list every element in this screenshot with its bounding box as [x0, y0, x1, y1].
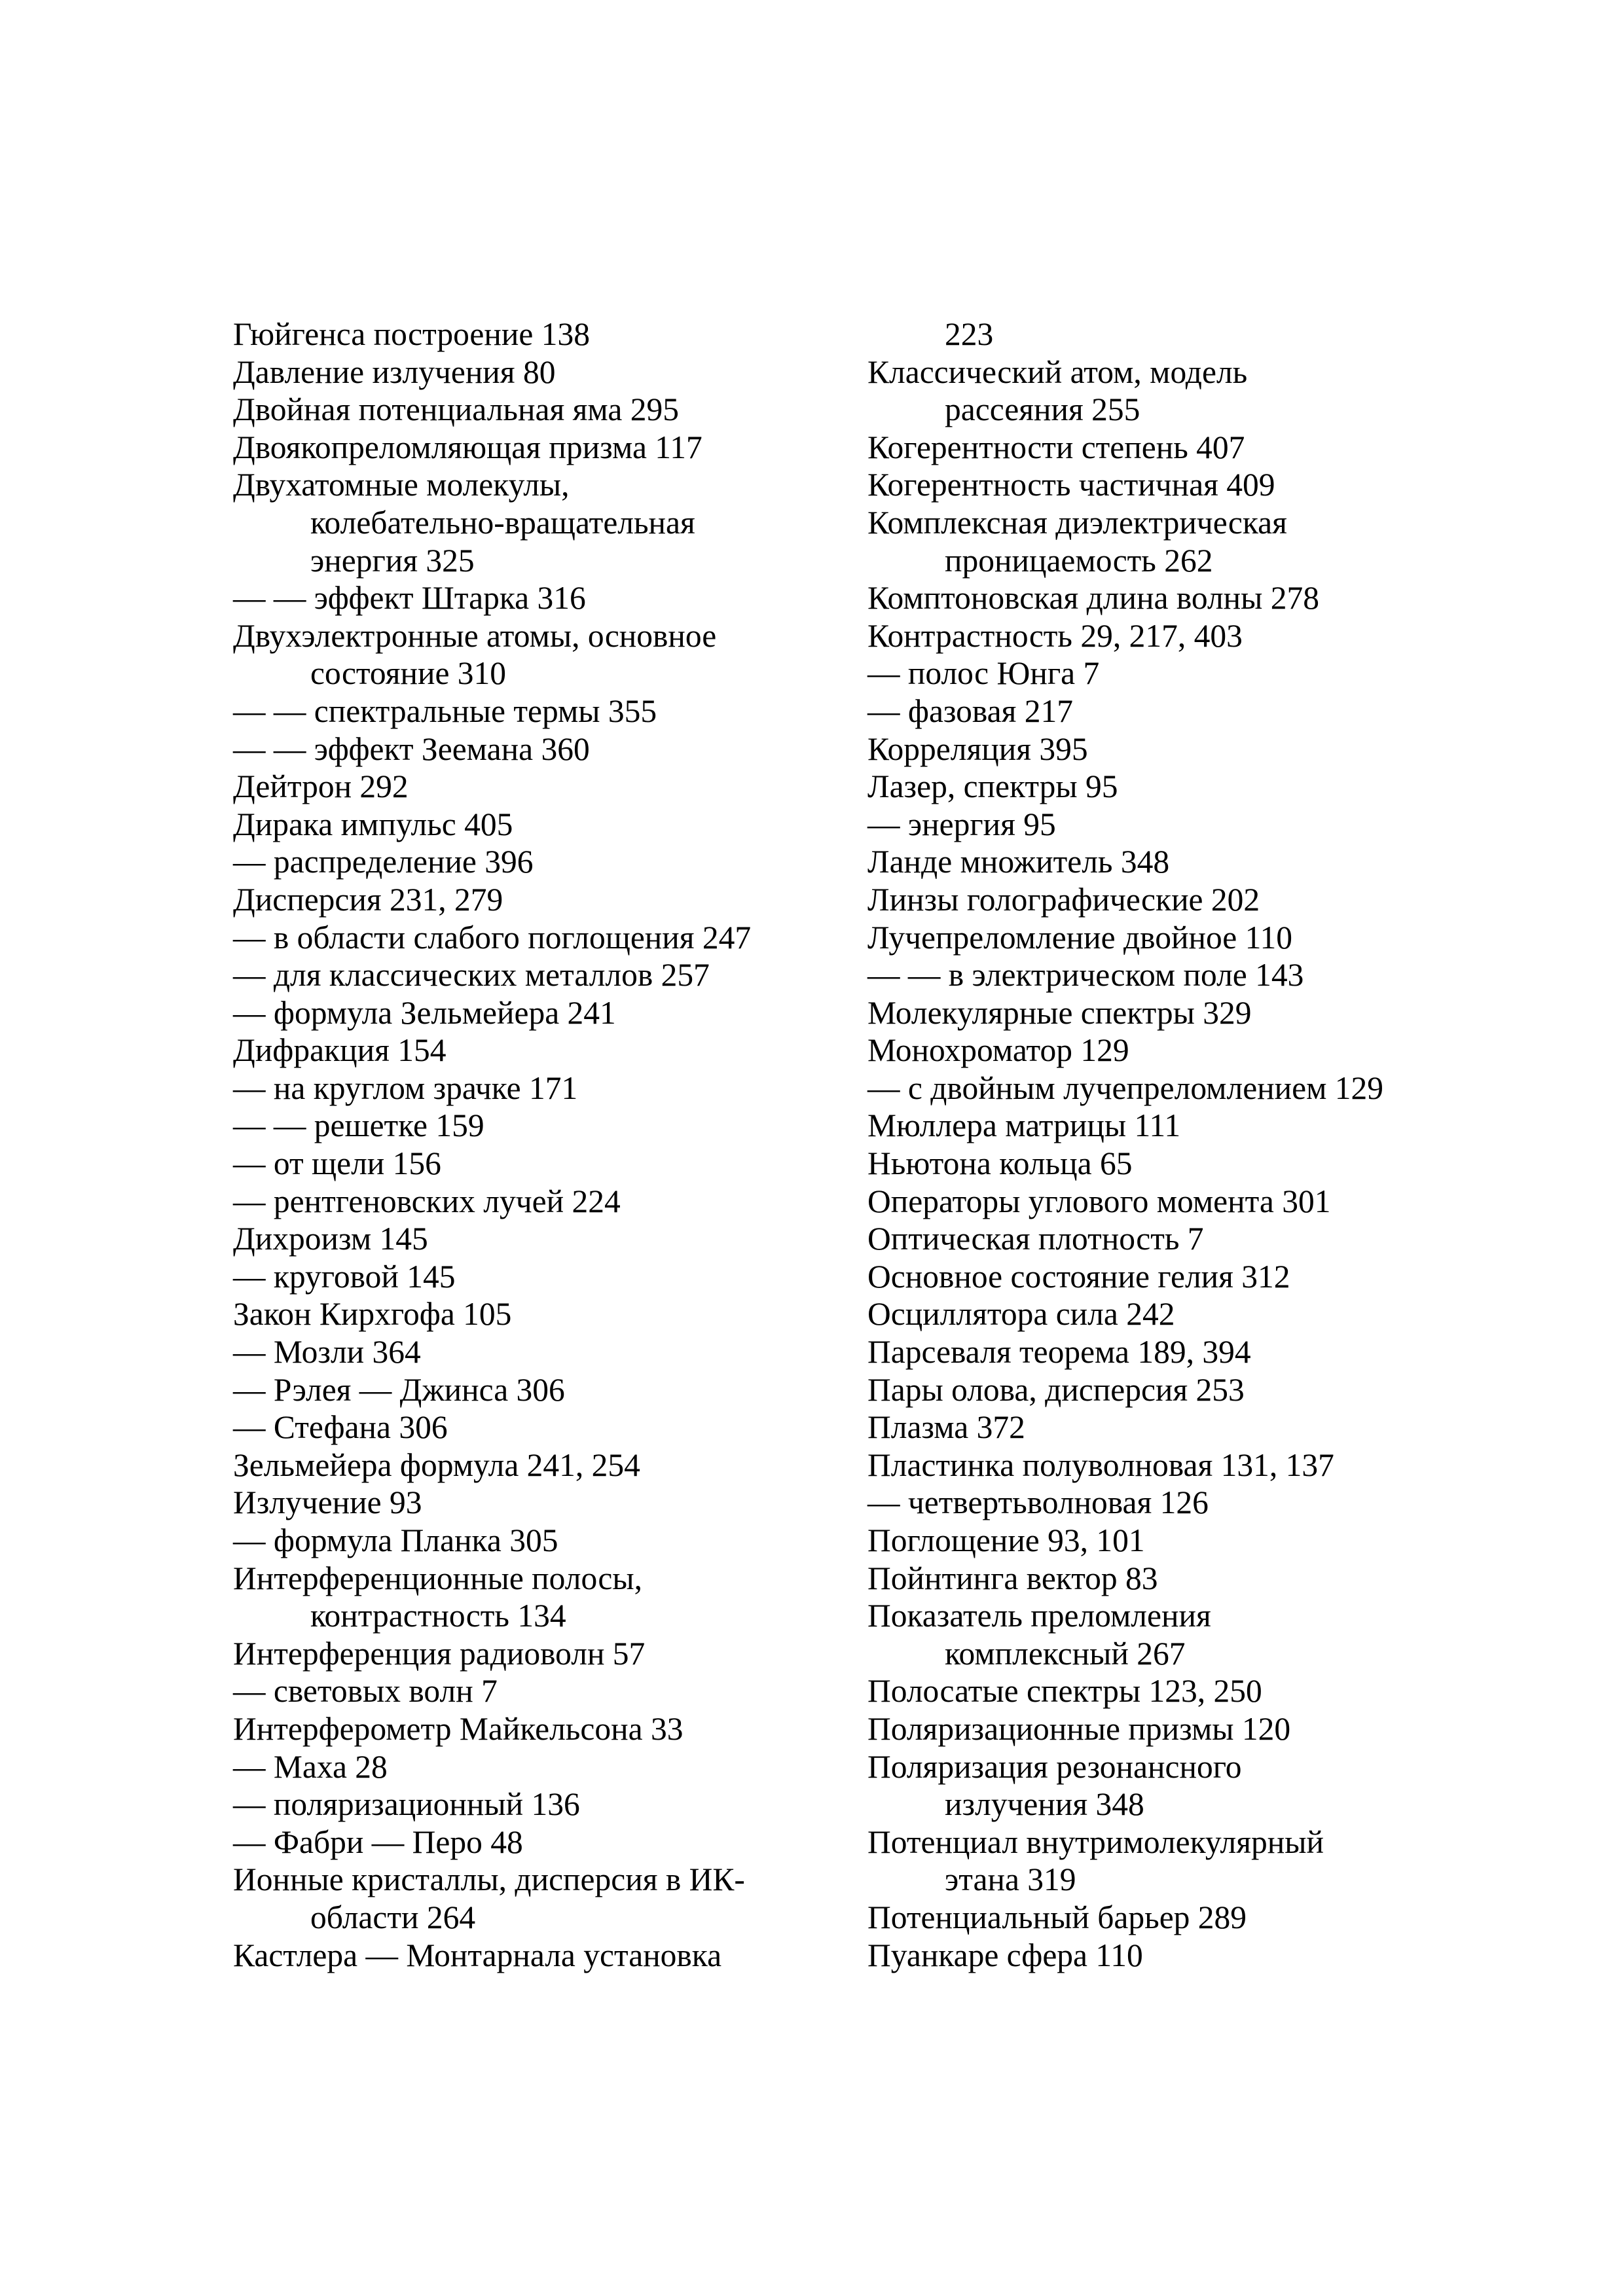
index-entry-line: Классический атом, модель — [867, 353, 1248, 390]
index-entry-line: Дейтрон 292 — [233, 768, 409, 805]
index-entry-line: Поглощение 93, 101 — [867, 1522, 1145, 1558]
index-entry-line: Ионные кристаллы, дисперсия в ИК- — [233, 1861, 745, 1898]
index-entry-line: — круговой 145 — [233, 1258, 456, 1295]
index-entry-line: — формула Планка 305 — [233, 1522, 558, 1558]
index-entry-line: — — эффект Зеемана 360 — [233, 730, 590, 767]
index-entry-line: Двойная потенциальная яма 295 — [233, 391, 679, 428]
index-entry-line: 223 — [945, 316, 994, 352]
index-entry-line: — на круглом зрачке 171 — [233, 1069, 578, 1106]
index-entry-line: Когерентность частичная 409 — [867, 467, 1275, 503]
index-entry-line: состояние 310 — [310, 655, 507, 692]
index-entry-line: Мюллера матрицы 111 — [867, 1107, 1181, 1144]
index-entry-line: Линзы голографические 202 — [867, 881, 1260, 918]
index-entry-line: Дифракция 154 — [233, 1032, 447, 1069]
index-entry-line: проницаемость 262 — [945, 542, 1213, 579]
index-entry-line: — Рэлея — Джинса 306 — [233, 1371, 565, 1408]
index-entry-line: — для классических металлов 257 — [233, 957, 710, 994]
index-entry-line: — полос Юнга 7 — [867, 655, 1100, 692]
index-entry-line: Контрастность 29, 217, 403 — [867, 617, 1243, 654]
index-entry-line: комплексный 267 — [945, 1635, 1186, 1672]
index-entry-line: Парсеваля теорема 189, 394 — [867, 1334, 1251, 1371]
index-entry-line: Кастлера — Монтарнала установка — [233, 1937, 722, 1973]
index-entry-line: Поляризация резонансного — [867, 1748, 1242, 1785]
index-entry-line: Показатель преломления — [867, 1598, 1211, 1634]
index-entry-line: — Мозли 364 — [233, 1334, 421, 1371]
index-entry-line: — поляризационный 136 — [233, 1786, 580, 1823]
index-entry-line: Гюйгенса построение 138 — [233, 316, 590, 352]
index-entry-line: Плазма 372 — [867, 1409, 1025, 1446]
index-entry-line: Основное состояние гелия 312 — [867, 1258, 1290, 1295]
index-entry-line: Комплексная диэлектрическая — [867, 504, 1287, 541]
index-entry-line: Двухатомные молекулы, — [233, 467, 570, 503]
index-entry-line: этана 319 — [945, 1861, 1076, 1898]
index-entry-line: Излучение 93 — [233, 1484, 422, 1521]
index-entry-line: Ньютона кольца 65 — [867, 1145, 1133, 1182]
index-entry-line: Потенциал внутримолекулярный — [867, 1823, 1324, 1860]
index-entry-line: — рентгеновских лучей 224 — [233, 1183, 621, 1219]
index-entry-line: колебательно-вращательная — [310, 504, 695, 541]
index-entry-line: — с двойным лучепреломлением 129 — [867, 1069, 1384, 1106]
index-column-left — [233, 315, 822, 1974]
index-entry-line: — Стефана 306 — [233, 1409, 448, 1446]
index-entry-line: Оптическая плотность 7 — [867, 1221, 1204, 1257]
index-entry-line: контрастность 134 — [310, 1598, 566, 1634]
index-entry-line: — Маха 28 — [233, 1748, 388, 1785]
index-entry-line: Пуанкаре сфера 110 — [867, 1937, 1143, 1973]
index-entry-line: Лучепреломление двойное 110 — [867, 919, 1293, 956]
index-entry-line: Поляризационные призмы 120 — [867, 1710, 1291, 1747]
index-entry-line: — энергия 95 — [867, 806, 1056, 842]
index-entry-line: — четвертьволновая 126 — [867, 1484, 1209, 1521]
index-entry-line: Потенциальный барьер 289 — [867, 1899, 1247, 1935]
index-entry-line: излучения 348 — [945, 1786, 1144, 1823]
index-entry-line: Пары олова, дисперсия 253 — [867, 1371, 1245, 1408]
index-entry-line: — Фабри — Перо 48 — [233, 1823, 523, 1860]
index-entry-line: Дирака импульс 405 — [233, 806, 513, 842]
index-entry-line: Когерентности степень 407 — [867, 429, 1245, 465]
index-entry-line: — формула Зельмейера 241 — [233, 994, 616, 1031]
index-entry-line: Интерференционные полосы, — [233, 1560, 643, 1596]
index-entry-line: Интерферометр Майкельсона 33 — [233, 1710, 684, 1747]
index-entry-line: рассеяния 255 — [945, 391, 1140, 428]
index-entry-line: — распределение 396 — [233, 844, 534, 880]
index-entry-line: — фазовая 217 — [867, 692, 1074, 729]
index-entry-line: Интерференция радиоволн 57 — [233, 1635, 646, 1672]
index-entry-line: Давление излучения 80 — [233, 353, 556, 390]
index-entry-line: Пойнтинга вектор 83 — [867, 1560, 1158, 1596]
index-entry-line: Монохроматор 129 — [867, 1032, 1129, 1069]
index-entry-line: — от щели 156 — [233, 1145, 441, 1182]
index-entry-line: — в области слабого поглощения 247 — [233, 919, 752, 956]
index-entry-line: — — спектральные термы 355 — [233, 692, 657, 729]
index-entry-line: Дисперсия 231, 279 — [233, 881, 503, 918]
index-entry-line: Ланде множитель 348 — [867, 844, 1170, 880]
index-entry-line: Зельмейера формула 241, 254 — [233, 1446, 640, 1483]
index-column-right — [867, 315, 1457, 1974]
index-entry-line: Корреляция 395 — [867, 730, 1088, 767]
index-entry-line: Комптоновская длина волны 278 — [867, 580, 1320, 617]
index-entry-line: Пластинка полуволновая 131, 137 — [867, 1446, 1334, 1483]
index-entry-line: Двоякопреломляющая призма 117 — [233, 429, 702, 465]
index-entry-line: области 264 — [310, 1899, 476, 1935]
index-entry-line: Лазер, спектры 95 — [867, 768, 1118, 805]
index-entry-line: Осциллятора сила 242 — [867, 1296, 1175, 1333]
index-entry-line: — — в электрическом поле 143 — [867, 957, 1304, 994]
index-entry-line: Закон Кирхгофа 105 — [233, 1296, 512, 1333]
index-entry-line: Полосатые спектры 123, 250 — [867, 1673, 1262, 1710]
index-entry-line: Операторы углового момента 301 — [867, 1183, 1331, 1219]
index-entry-line: — — решетке 159 — [233, 1107, 484, 1144]
index-entry-line: Двухэлектронные атомы, основное — [233, 617, 717, 654]
index-entry-line: — — эффект Штарка 316 — [233, 580, 586, 617]
index-entry-line: энергия 325 — [310, 542, 475, 579]
index-entry-line: Молекулярные спектры 329 — [867, 994, 1252, 1031]
index-entry-line: Дихроизм 145 — [233, 1221, 428, 1257]
index-entry-line: — световых волн 7 — [233, 1673, 498, 1710]
